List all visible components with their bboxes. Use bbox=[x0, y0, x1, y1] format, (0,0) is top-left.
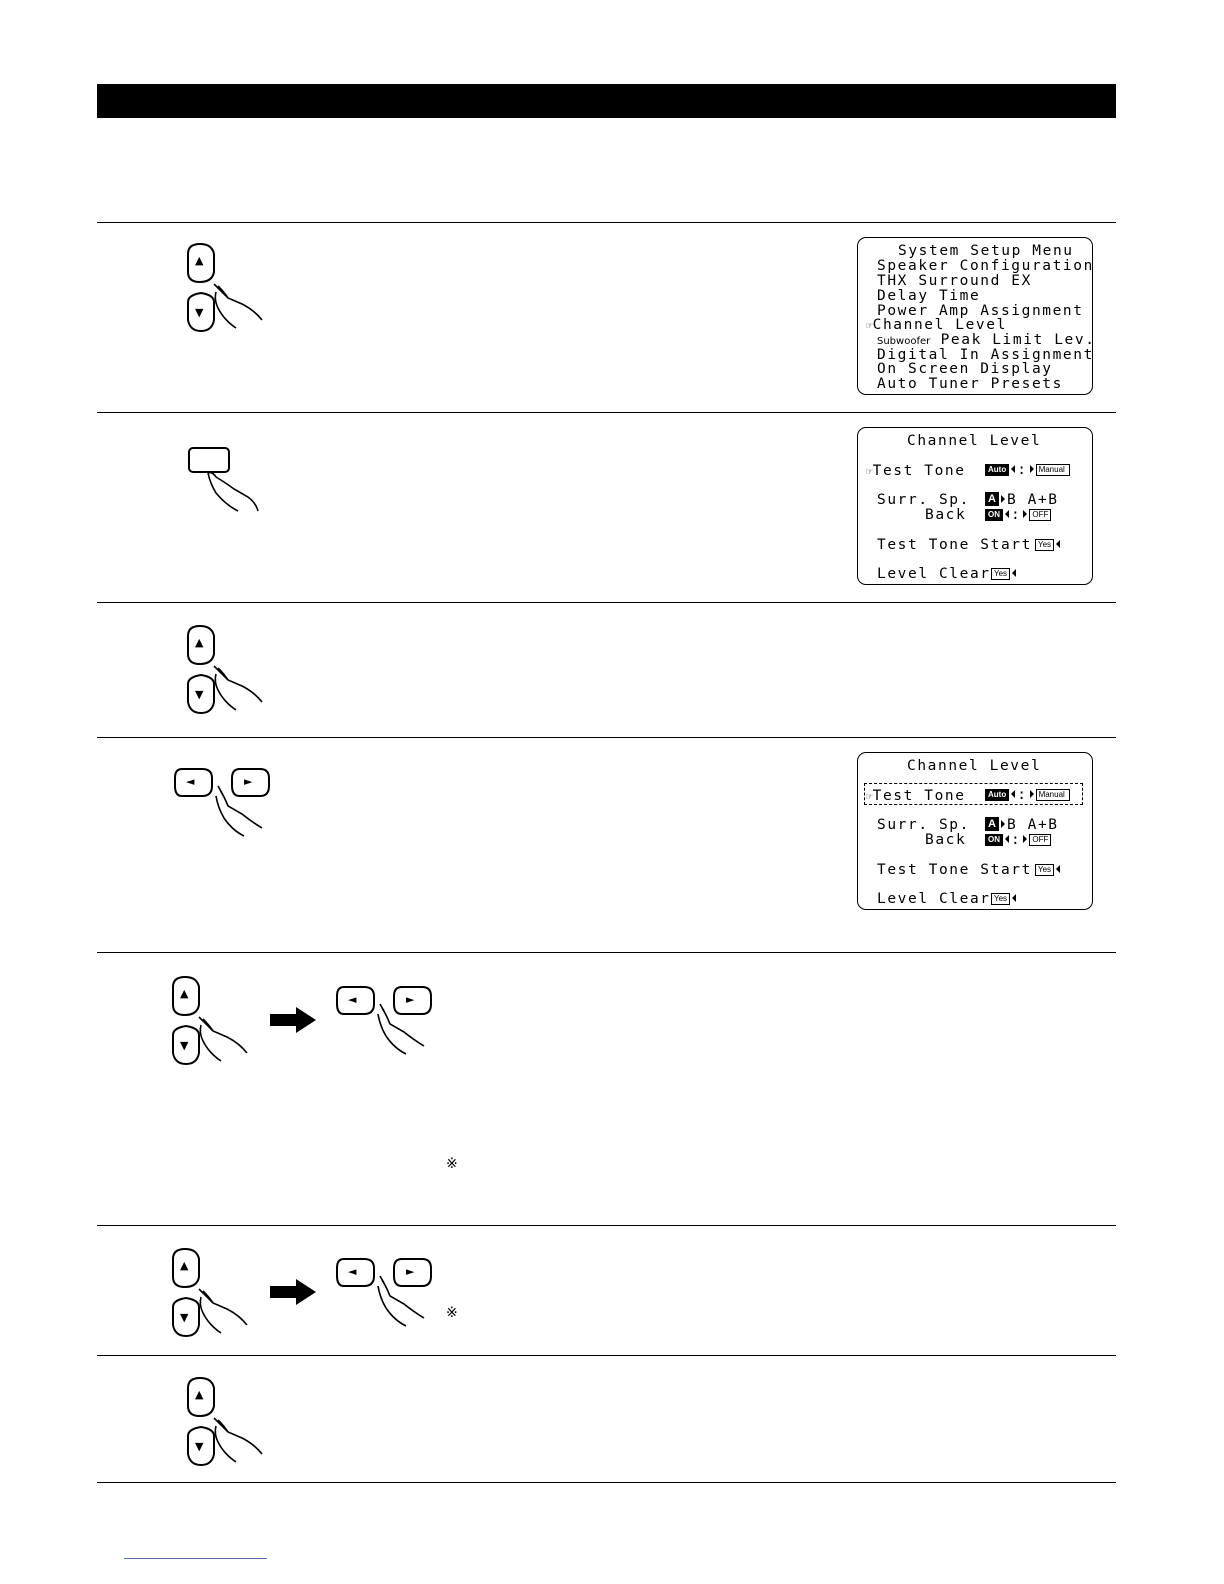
level-clear-value: Yes bbox=[991, 567, 1018, 582]
down-arrow-icon[interactable]: ▼ bbox=[180, 1311, 189, 1324]
system-setup-menu-screen bbox=[857, 237, 1096, 395]
level-clear-value: Yes bbox=[991, 892, 1018, 907]
step-divider-8 bbox=[97, 1482, 1116, 1483]
surr-sp-label: Surr. Sp. bbox=[877, 492, 970, 508]
step-divider-1 bbox=[97, 222, 1116, 223]
test-tone-start-value: Yes bbox=[1035, 538, 1062, 553]
note-mark: ※ bbox=[446, 1305, 458, 1321]
surr-sp-options: A B A+B bbox=[985, 492, 1059, 508]
note-mark: ※ bbox=[446, 1156, 458, 1172]
back-label: Back bbox=[925, 832, 967, 848]
channel-level-screen-2 bbox=[857, 752, 1093, 910]
updown-keys-figure-1 bbox=[184, 240, 264, 335]
up-arrow-icon[interactable]: ▲ bbox=[195, 1388, 204, 1401]
test-tone-row: ☞Test Tone bbox=[866, 463, 966, 479]
system-setup-menu-title: System Setup Menu bbox=[898, 243, 1074, 259]
up-arrow-icon[interactable]: ▲ bbox=[180, 1259, 189, 1272]
menu-item: Delay Time bbox=[877, 288, 981, 304]
leftright-keys-figure-2 bbox=[334, 984, 434, 1056]
step-divider-3 bbox=[97, 602, 1116, 603]
right-arrow-icon[interactable]: ► bbox=[244, 775, 253, 788]
level-clear-label: Level Clear bbox=[877, 891, 991, 907]
updown-keys-figure-5 bbox=[184, 1374, 264, 1469]
down-arrow-icon[interactable]: ▼ bbox=[195, 306, 204, 319]
step-divider-2 bbox=[97, 412, 1116, 413]
up-arrow-icon[interactable]: ▲ bbox=[195, 254, 204, 267]
section-header-bar bbox=[97, 84, 1116, 118]
down-arrow-icon[interactable]: ▼ bbox=[195, 1440, 204, 1453]
back-label: Back bbox=[925, 507, 967, 523]
enter-key-figure bbox=[186, 445, 261, 515]
channel-level-screen-1 bbox=[857, 427, 1093, 585]
menu-item: Power Amp Assignment bbox=[877, 303, 1084, 319]
step-divider-4 bbox=[97, 737, 1116, 738]
right-arrow-icon[interactable]: ► bbox=[406, 993, 415, 1006]
back-options: ON : OFF bbox=[985, 833, 1051, 848]
leftright-keys-figure-1 bbox=[172, 766, 272, 838]
pointer-icon: ☞ bbox=[866, 319, 873, 332]
then-arrow-icon bbox=[270, 1007, 316, 1033]
test-tone-start-value: Yes bbox=[1035, 863, 1062, 878]
leftright-keys-figure-3 bbox=[334, 1256, 434, 1328]
menu-item: Auto Tuner Presets bbox=[877, 376, 1063, 392]
menu-item: THX Surround EX bbox=[877, 273, 1032, 289]
level-clear-label: Level Clear bbox=[877, 566, 991, 582]
test-tone-options: Auto : Manual bbox=[985, 463, 1070, 478]
menu-item: Subwoofer Peak Limit Lev. bbox=[877, 332, 1096, 348]
pointer-icon: ☞ bbox=[866, 790, 873, 803]
pointer-icon: ☞ bbox=[866, 465, 873, 478]
test-tone-row: ☞Test Tone bbox=[866, 788, 966, 804]
then-arrow-icon bbox=[270, 1279, 316, 1305]
updown-keys-figure-2 bbox=[184, 622, 264, 717]
step-divider-7 bbox=[97, 1355, 1116, 1356]
test-tone-options: Auto : Manual bbox=[985, 788, 1070, 803]
left-arrow-icon[interactable]: ◄ bbox=[186, 775, 195, 788]
channel-level-title: Channel Level bbox=[907, 758, 1042, 774]
down-arrow-icon[interactable]: ▼ bbox=[180, 1039, 189, 1052]
surr-sp-label: Surr. Sp. bbox=[877, 817, 970, 833]
updown-keys-figure-3 bbox=[169, 973, 249, 1068]
step-divider-6 bbox=[97, 1225, 1116, 1226]
footer-link-underline[interactable] bbox=[124, 1558, 267, 1559]
menu-item: Digital In Assignment bbox=[877, 347, 1094, 363]
back-options: ON : OFF bbox=[985, 508, 1051, 523]
test-tone-start-label: Test Tone Start bbox=[877, 862, 1032, 878]
test-tone-start-label: Test Tone Start bbox=[877, 537, 1032, 553]
right-arrow-icon[interactable]: ► bbox=[406, 1265, 415, 1278]
up-arrow-icon[interactable]: ▲ bbox=[195, 636, 204, 649]
step-divider-5 bbox=[97, 952, 1116, 953]
menu-item: On Screen Display bbox=[877, 361, 1053, 377]
left-arrow-icon[interactable]: ◄ bbox=[348, 993, 357, 1006]
left-arrow-icon[interactable]: ◄ bbox=[348, 1265, 357, 1278]
up-arrow-icon[interactable]: ▲ bbox=[180, 987, 189, 1000]
channel-level-title: Channel Level bbox=[907, 433, 1042, 449]
menu-item-selected: ☞Channel Level bbox=[866, 317, 1007, 333]
down-arrow-icon[interactable]: ▼ bbox=[195, 688, 204, 701]
updown-keys-figure-4 bbox=[169, 1245, 249, 1340]
menu-item: Speaker Configuration bbox=[877, 258, 1094, 274]
surr-sp-options: A B A+B bbox=[985, 817, 1059, 833]
